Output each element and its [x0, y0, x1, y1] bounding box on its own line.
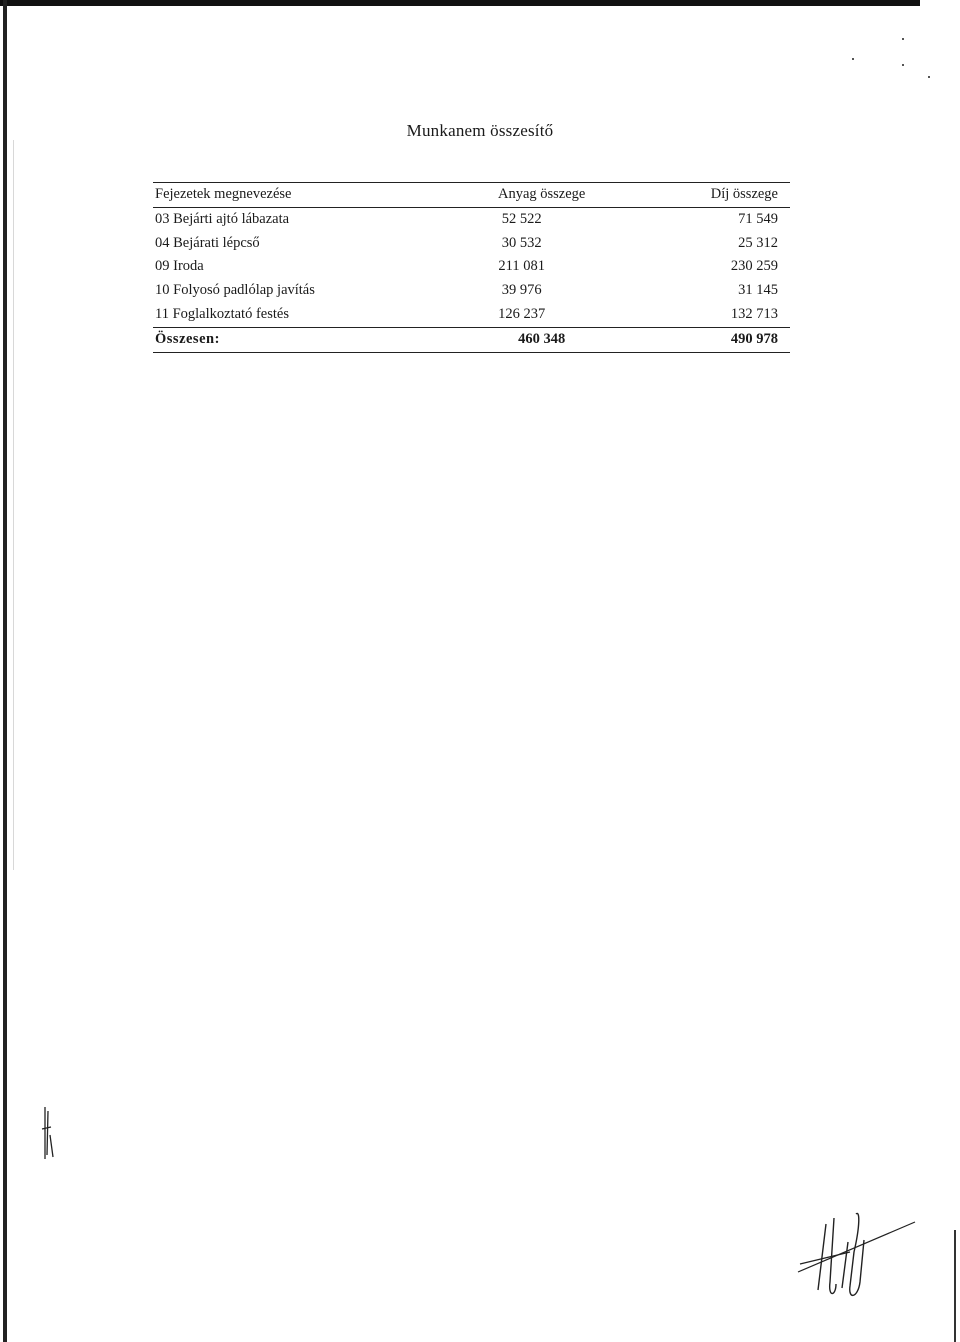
scan-speck	[902, 38, 904, 40]
row-fee-amount: 31 145	[738, 282, 778, 299]
total-fee-amount: 490 978	[634, 327, 790, 352]
row-material-amount: 211 081	[498, 258, 545, 275]
scan-border-right	[954, 1230, 956, 1342]
table-row	[153, 232, 790, 256]
table-header-row	[153, 183, 790, 208]
table-row	[153, 303, 790, 327]
row-material-amount: 126 237	[498, 305, 546, 322]
row-fee-amount: 230 259	[730, 258, 778, 275]
table-total-row	[153, 327, 790, 352]
scan-speck	[902, 64, 904, 66]
row-chapter-name: 09 Iroda	[155, 258, 204, 275]
scan-border-top	[0, 0, 944, 6]
header-chapter-name: Fejezetek megnevezése	[153, 183, 449, 208]
row-chapter-name: 10 Folyosó padlólap javítás	[155, 282, 315, 299]
table-row	[153, 279, 790, 303]
total-material-amount: 460 348	[449, 327, 635, 352]
row-chapter-name: 03 Bejárti ajtó lábazata	[155, 210, 290, 227]
row-chapter-name: 04 Bejárati lépcső	[155, 234, 260, 251]
scan-speck	[928, 76, 930, 78]
row-material-amount: 52 522	[501, 210, 542, 227]
scan-artifact-line	[13, 140, 14, 870]
header-material-amount: Anyag összege	[449, 183, 635, 208]
summary-table	[153, 182, 790, 353]
row-material-amount: 39 976	[501, 282, 542, 299]
header-fee-amount: Díj összege	[634, 183, 790, 208]
table-row	[153, 207, 790, 231]
scan-speck	[852, 58, 854, 60]
row-fee-amount: 25 312	[738, 234, 778, 251]
handwritten-signature	[790, 1212, 920, 1302]
document-title: Munkanem összesítő	[406, 121, 554, 140]
row-fee-amount: 71 549	[738, 210, 778, 227]
scan-border-left	[3, 0, 7, 1342]
row-material-amount: 30 532	[501, 234, 542, 251]
row-fee-amount: 132 713	[730, 305, 778, 322]
total-label: Összesen:	[153, 327, 449, 352]
row-chapter-name: 11 Foglalkoztató festés	[155, 305, 289, 322]
margin-pen-mark	[30, 1105, 60, 1161]
table-row	[153, 255, 790, 279]
scan-border-gap	[920, 0, 944, 12]
